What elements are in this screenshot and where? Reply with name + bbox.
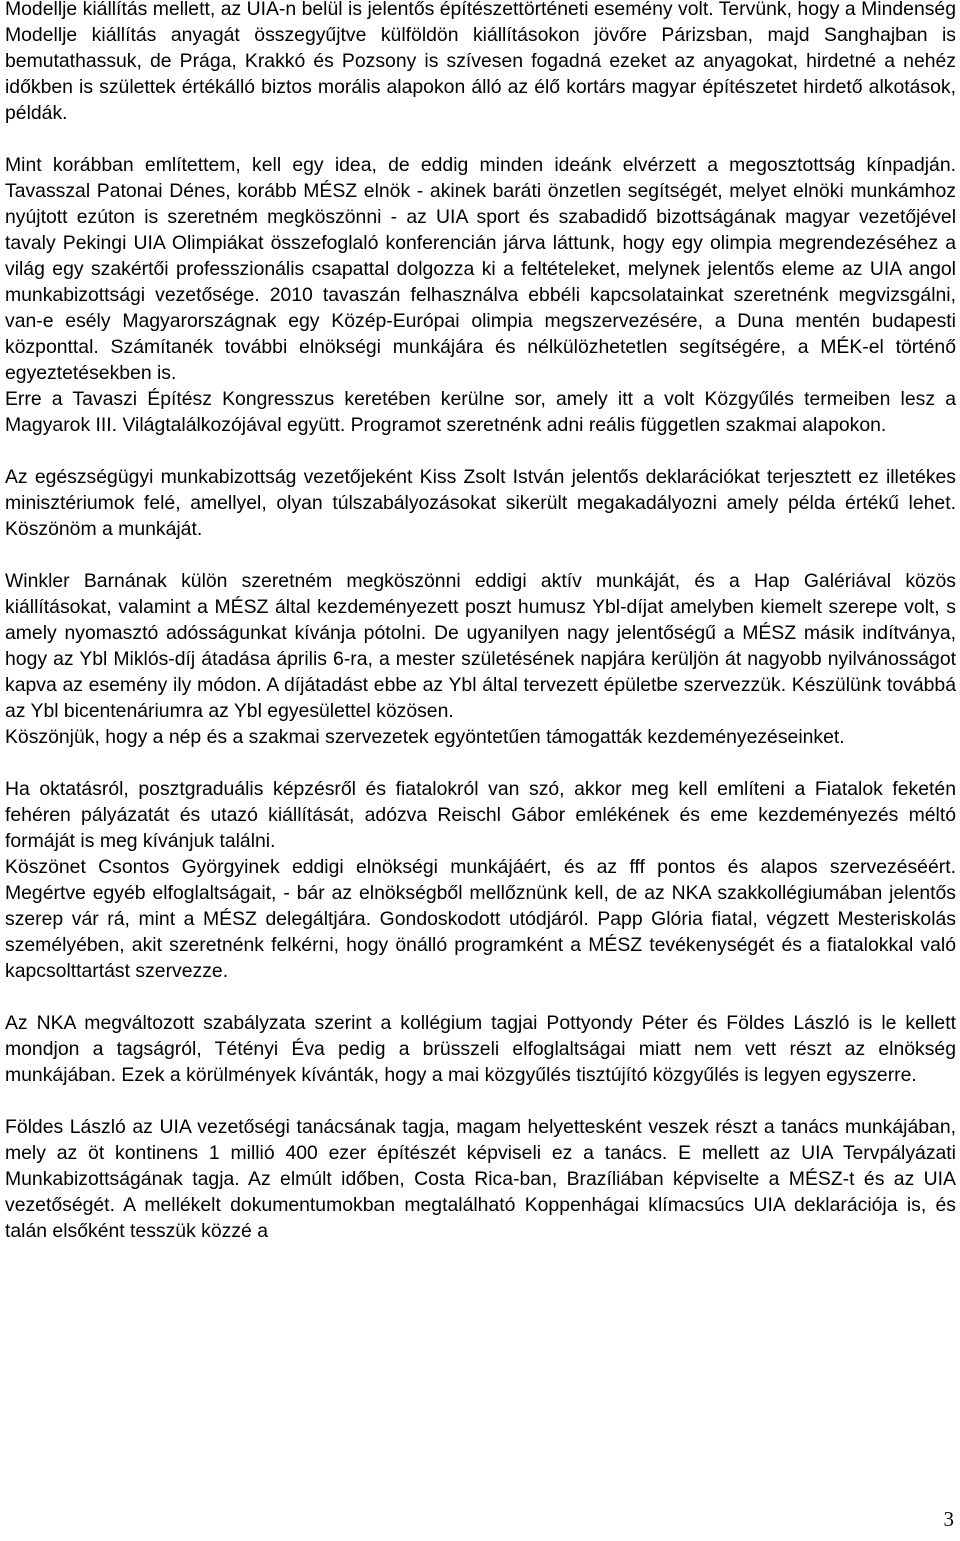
paragraph-spring-congress: Erre a Tavaszi Építész Kongresszus keretében kerülne sor, amely itt a volt Közgyűlés termeiben lesz a Magyarok III. Világtalálkozójával együtt. Programot szeretnénk adni reális független szakmai alapokon. bbox=[5, 388, 956, 436]
paragraph-ybl-award: Winkler Barnának külön szeretném megköszönni eddigi aktív munkáját, és a Hap Galériával közös kiállításokat, valamint a MÉSZ által kezdeményezett poszt humusz Ybl-díjat amelyben kiemelt szerepe volt, s amely nyomasztó adósságunkat kívánja pótolni. De ugyanilyen nagy jelentőségű a MÉSZ másik indítványa, hogy az Ybl Miklós-díj átadása április 6-ra, a mester születésének napjára kerüljön át nagyobb nyilvánosságot kapva az esemény ily módon. A díjátadást ebbe az Ybl által tervezett épületbe szervezzük. Készülünk továbbá az Ybl bicentenáriumra az Ybl egyesülettel közösen. bbox=[5, 570, 956, 722]
paragraph-board-thanks: Köszönet Csontos Györgyinek eddigi elnökségi munkájáért, és az fff pontos és alapos szervezéséért. Megértve egyéb elfoglaltságait, - bár az elnökségből mellőznünk kell, de az NKA szakkollégiumában jelentős szerep vár rá, mint a MÉSZ delegáltjára. Gondoskodott utódjáról. Papp Glória fiatal, végzett Mesteriskolás személyében, akit szeretnénk felkérni, hogy önálló programként a MÉSZ tevékenységét és a fiatalokkal való kapcsolttartást szervezze. bbox=[5, 856, 956, 982]
paragraph-thanks-support: Köszönjük, hogy a nép és a szakmai szervezetek egyöntetűen támogatták kezdeményezéseinket. bbox=[5, 726, 845, 748]
document-page bbox=[5, 0, 956, 1244]
paragraph-modell-exhibition: Modellje kiállítás mellett, az UIA-n belül is jelentős építészettörténeti esemény volt. Tervünk, hogy a Mindenség Modellje kiállítás anyagát összegyűjtve külföldön kiállításokon jövőre Párizsban, majd Sanghajban is bemutathassuk, de Prága, Krakkó és Pozsony is szívesen fogadná ezeket az anyagokat, hirdetné a nehéz időkben is születtek értékálló biztos morális alapokon álló az élő kortárs magyar építészetet hirdető alkotások, példák. bbox=[5, 0, 956, 124]
paragraph-uia-council: Földes László az UIA vezetőségi tanácsának tagja, magam helyettesként veszek részt a tanács munkájában, mely az öt kontinens 1 millió 400 ezer építészét képviseli ez a tanács. E mellett az UIA Tervpályázati Munkabizottságának tagja. Az elmúlt időben, Costa Rica-ban, Brazíliában képviselte a MÉSZ-t és az UIA vezetőségét. A mellékelt dokumentumokban megtalálható Koppenhágai klímacsúcs UIA deklarációja is, és talán elsőként tesszük közzé a bbox=[5, 1116, 956, 1242]
paragraph-education: Ha oktatásról, posztgraduális képzésről és fiatalokról van szó, akkor meg kell említeni a Fiatalok feketén fehéren pályázatát és utazó kiállítását, adózva Reischl Gábor emlékének és eme kezdeményezés méltó formáját is meg kívánjuk találni. bbox=[5, 778, 956, 852]
paragraph-olympia-idea: Mint korábban említettem, kell egy idea, de eddig minden ideánk elvérzett a megosztottság kínpadján. Tavasszal Patonai Dénes, korább MÉSZ elnök - akinek baráti önzetlen segítségét, melyet elnöki munkámhoz nyújtott ezúton is szeretném megköszönni - az UIA sport és szabadidő bizottságának magyar vezetőjével tavaly Pekingi UIA Olimpiákat összefoglaló konferencián járva láttunk, hogy egy olimpia megrendezéséhez a világ egy szakértői professzionális csapattal dolgozza ki a feltételeket, melynek jelentős eleme az UIA angol munkabizottsági vezetősége. 2010 tavaszán felhasználva ebbéli kapcsolatainkat szeretnénk megvizsgálni, van-e esély Magyarországnak egy Közép-Európai olimpia megszervezésére, a Duna mentén budapesti központtal. Számítanék további elnökségi munkájára és nélkülözhetetlen segítségére, a MÉK-el történő egyeztetésekben is. bbox=[5, 154, 956, 384]
paragraph-nka-regulation: Az NKA megváltozott szabályzata szerint a kollégium tagjai Pottyondy Péter és Földes László is le kellett mondjon a tagságról, Tétényi Éva pedig a brüsszeli elfoglaltságai miatt nem vett részt az elnökség munkájában. Ezek a körülmények kívánták, hogy a mai közgyűlés tisztújító közgyűlés is legyen egyszerre. bbox=[5, 1012, 956, 1086]
page-number: 3 bbox=[943, 1507, 954, 1531]
paragraph-health-committee: Az egészségügyi munkabizottság vezetőjeként Kiss Zsolt István jelentős deklarációkat terjesztett ez illetékes minisztériumok felé, amellyel, olyan túlszabályozásokat sikerült megakadályozni amely példa értékű lehet. Köszönöm a munkáját. bbox=[5, 466, 956, 540]
